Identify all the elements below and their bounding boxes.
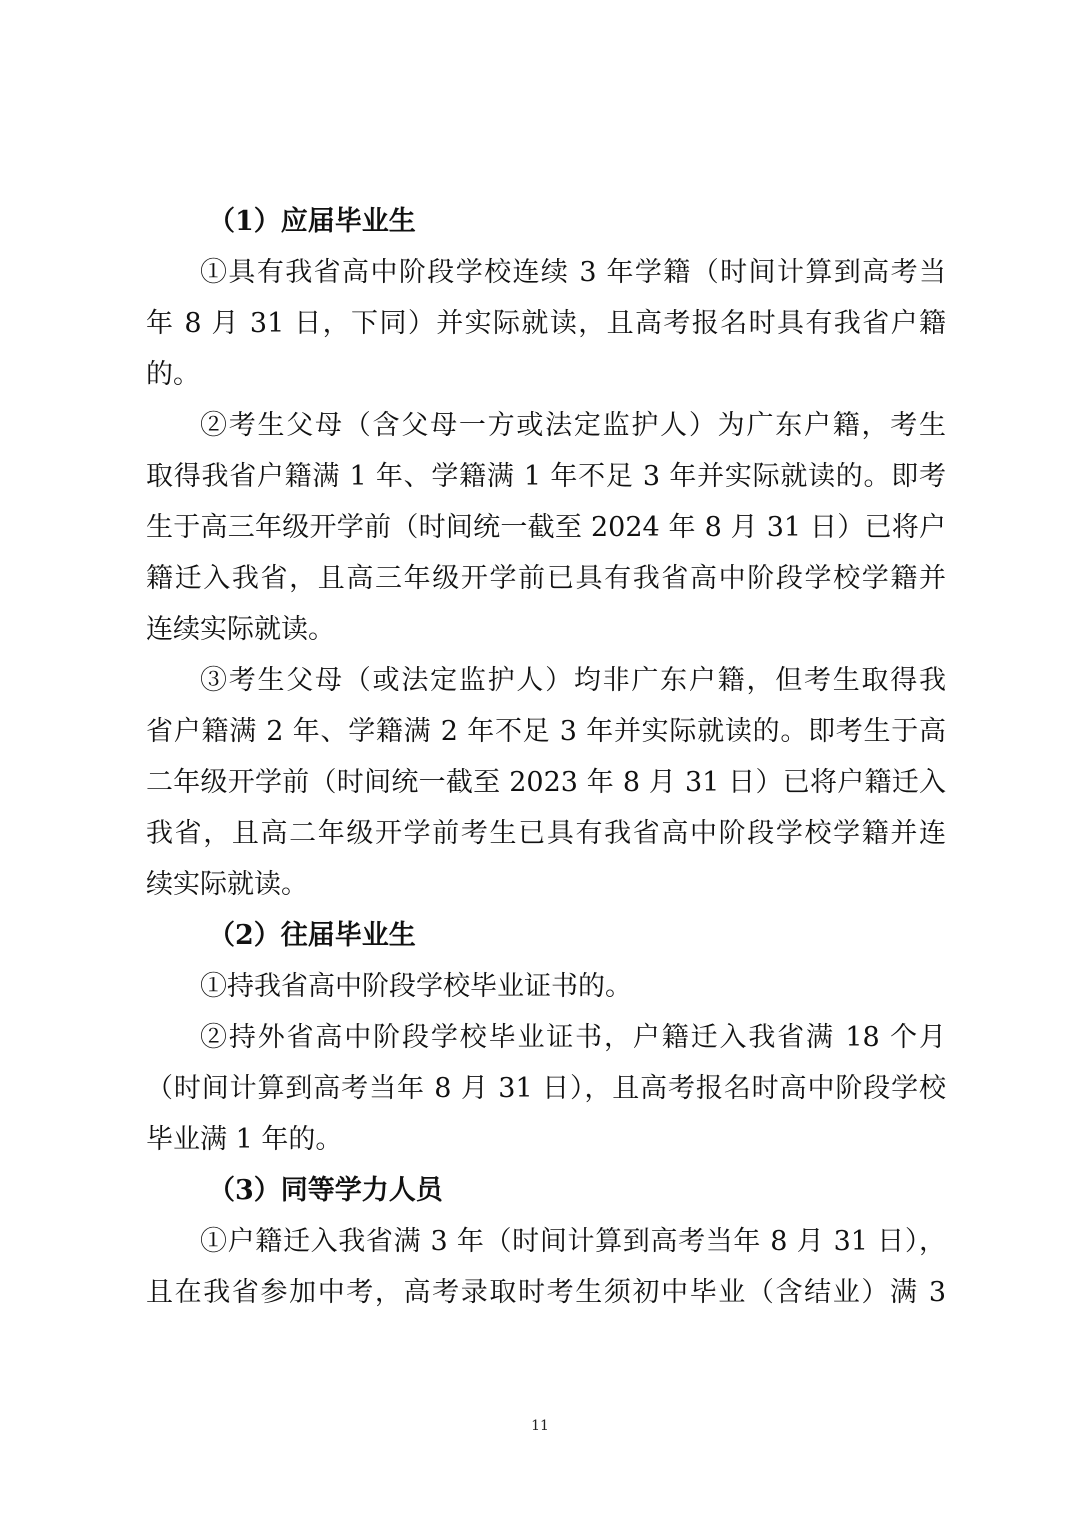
paragraph-equivalent-education-item-1 — [146, 1216, 946, 1318]
paragraph-previous-graduates-item-2 — [146, 1012, 946, 1165]
text-line: 生于高三年级开学前（时间统一截至 2024 年 8 月 31 日）已将户 — [146, 512, 946, 543]
text-line: 续实际就读。 — [146, 869, 308, 900]
paragraph-current-graduates-item-1 — [146, 247, 946, 400]
text-line: 我省，且高二年级开学前考生已具有我省高中阶段学校学籍并连 — [146, 818, 946, 849]
text-line: 年 8 月 31 日，下同）并实际就读，且高考报名时具有我省户籍 — [146, 308, 946, 339]
text-line: ①户籍迁入我省满 3 年（时间计算到高考当年 8 月 31 日）， — [200, 1226, 946, 1257]
text-line: 二年级开学前（时间统一截至 2023 年 8 月 31 日）已将户籍迁入 — [146, 767, 946, 798]
paragraph-current-graduates-item-3 — [146, 655, 946, 910]
text-line: ②考生父母（含父母一方或法定监护人）为广东户籍，考生 — [200, 410, 946, 441]
text-line: 的。 — [146, 359, 200, 390]
section-heading-equivalent-education: （3）同等学力人员 — [208, 1175, 443, 1206]
text-line: 毕业满 1 年的。 — [146, 1124, 343, 1155]
text-line: ①具有我省高中阶段学校连续 3 年学籍（时间计算到高考当 — [200, 257, 946, 288]
text-line: ③考生父母（或法定监护人）均非广东户籍，但考生取得我 — [200, 665, 946, 696]
section-heading-current-graduates: （1）应届毕业生 — [208, 206, 416, 237]
document-body — [146, 196, 946, 1318]
text-line: 连续实际就读。 — [146, 614, 335, 645]
text-line: 籍迁入我省，且高三年级开学前已具有我省高中阶段学校学籍并 — [146, 563, 946, 594]
text-line: 省户籍满 2 年、学籍满 2 年不足 3 年并实际就读的。即考生于高 — [146, 716, 946, 747]
paragraph-previous-graduates-item-1 — [146, 961, 946, 1012]
text-line: ①持我省高中阶段学校毕业证书的。 — [200, 971, 632, 1002]
page-number: 11 — [531, 1418, 549, 1434]
text-line: ②持外省高中阶段学校毕业证书，户籍迁入我省满 18 个月 — [200, 1022, 946, 1053]
paragraph-current-graduates-item-2 — [146, 400, 946, 655]
text-line: （时间计算到高考当年 8 月 31 日），且高考报名时高中阶段学校 — [146, 1073, 946, 1104]
text-line: 且在我省参加中考，高考录取时考生须初中毕业（含结业）满 3 — [146, 1277, 946, 1308]
section-heading-previous-graduates: （2）往届毕业生 — [208, 920, 416, 951]
text-line: 取得我省户籍满 1 年、学籍满 1 年不足 3 年并实际就读的。即考 — [146, 461, 946, 492]
